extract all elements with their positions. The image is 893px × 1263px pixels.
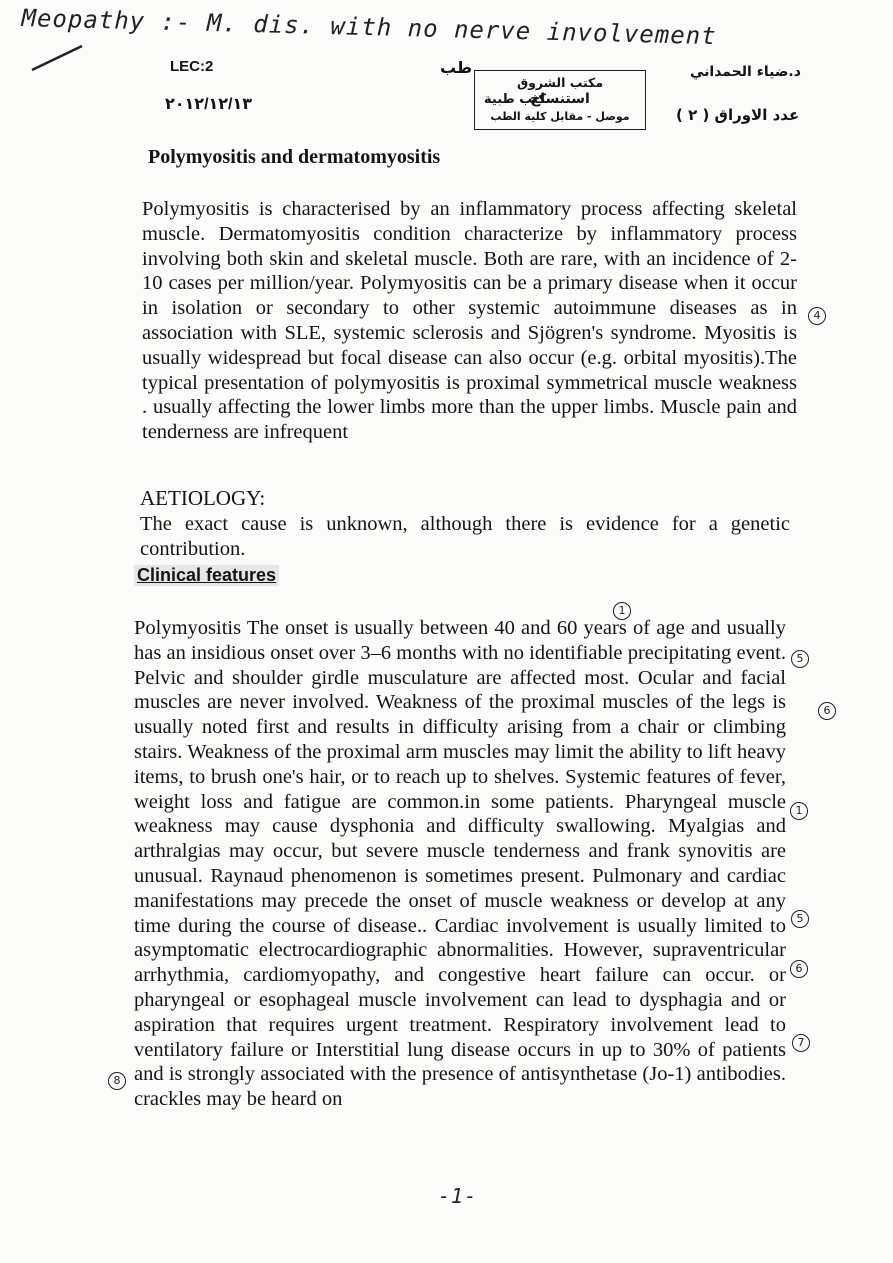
handwritten-note: Meopathy :- M. dis. with no nerve involvement: [21, 4, 717, 51]
pen-stroke-mark: [28, 40, 88, 80]
intro-paragraph: Polymyositis is characterised by an inflammatory process affecting skeletal muscle. Dermatomyositis condition characterize by inflammatory process involving both skin and skeletal muscle. Both are rare, with an incidence of 2-10 cases per million/year. Polymyositis can be a primary disease when it occur in isolation or secondary to other systemic autoimmune diseases as in association with SLE, systemic sclerosis and Sjögren's syndrome. Myositis is usually widespread but focal disease can also occur (e.g. orbital myositis).The typical presentation of polymyositis is proximal symmetrical muscle weakness . usually affecting the lower limbs more than the upper limbs. Muscle pain and tenderness are infrequent: [142, 198, 797, 444]
clinical-paragraph: Polymyositis The onset is usually between 40 and 60 years of age and usually has an insidious onset over 3–6 months with no identifiable precipitating event. Pelvic and shoulder girdle musculature are affected most. Ocular and facial muscles are never involved. Weakness of the proximal muscles of the legs is usually noted first and results in difficulty arising from a chair or climbing stairs. Weakness of the proximal arm muscles may limit the ability to lift heavy items, to brush one's hair, or to reach up to shelves. Systemic features of fever, weight loss and fatigue are common.in some patients. Pharyngeal muscle weakness may cause dysphonia and difficulty swallowing. Myalgias and arthralgias may occur, but severe muscle tenderness and frank synovitis are unusual. Raynaud phenomenon is sometimes present. Pulmonary and cardiac manifestations may precede the onset of muscle weakness or develop at any time during the course of disease.. Cardiac involvement is usually limited to asymptomatic electrocardiographic abnormalities. However, supraventricular arrhythmia, cardiomyopathy, and congestive heart failure can occur. or pharyngeal or esophageal muscle involvement can lead to dysphagia and or aspiration that requires urgent treatment. Respiratory involvement lead to ventilatory failure or Interstitial lung disease occurs in up to 30% of patients and is strongly associated with the presence of antisynthetase (Jo-1) antibodies. crackles may be heard on: [134, 617, 786, 1111]
stamp-line1: مكتب الشروق: [516, 75, 604, 90]
pages-count: عدد الاوراق ( ٢ ): [676, 106, 800, 124]
header-tib: طب: [440, 58, 473, 77]
aetiology-heading: AETIOLOGY:: [140, 486, 266, 510]
clinical-features-heading: Clinical features: [134, 565, 279, 586]
margin-mark: 7: [792, 1034, 810, 1052]
lecture-date: ٢٠١٢/١٢/١٣: [165, 96, 253, 113]
stamp-line2: استنساخ: [530, 91, 590, 107]
margin-mark: 5: [791, 650, 809, 668]
stamp-line4: موصل - مقابل كلية الطب: [490, 110, 630, 123]
page-title: Polymyositis and dermatomyositis: [148, 146, 441, 168]
margin-mark: 6: [790, 960, 808, 978]
margin-mark: 4: [808, 307, 826, 325]
doctor-name: د.ضياء الحمداني: [690, 64, 801, 80]
margin-mark: 1: [790, 802, 808, 820]
lecture-number: LEC:2: [170, 58, 214, 75]
stamp-books-label: كتب طبية: [484, 92, 546, 107]
margin-mark: 6: [818, 702, 836, 720]
margin-mark: 8: [108, 1072, 126, 1090]
margin-mark: 1: [613, 602, 631, 620]
page-number: -1-: [438, 1184, 478, 1208]
aetiology-text: The exact cause is unknown, although there is evidence for a genetic contribution.: [140, 513, 790, 560]
margin-mark: 5: [791, 910, 809, 928]
